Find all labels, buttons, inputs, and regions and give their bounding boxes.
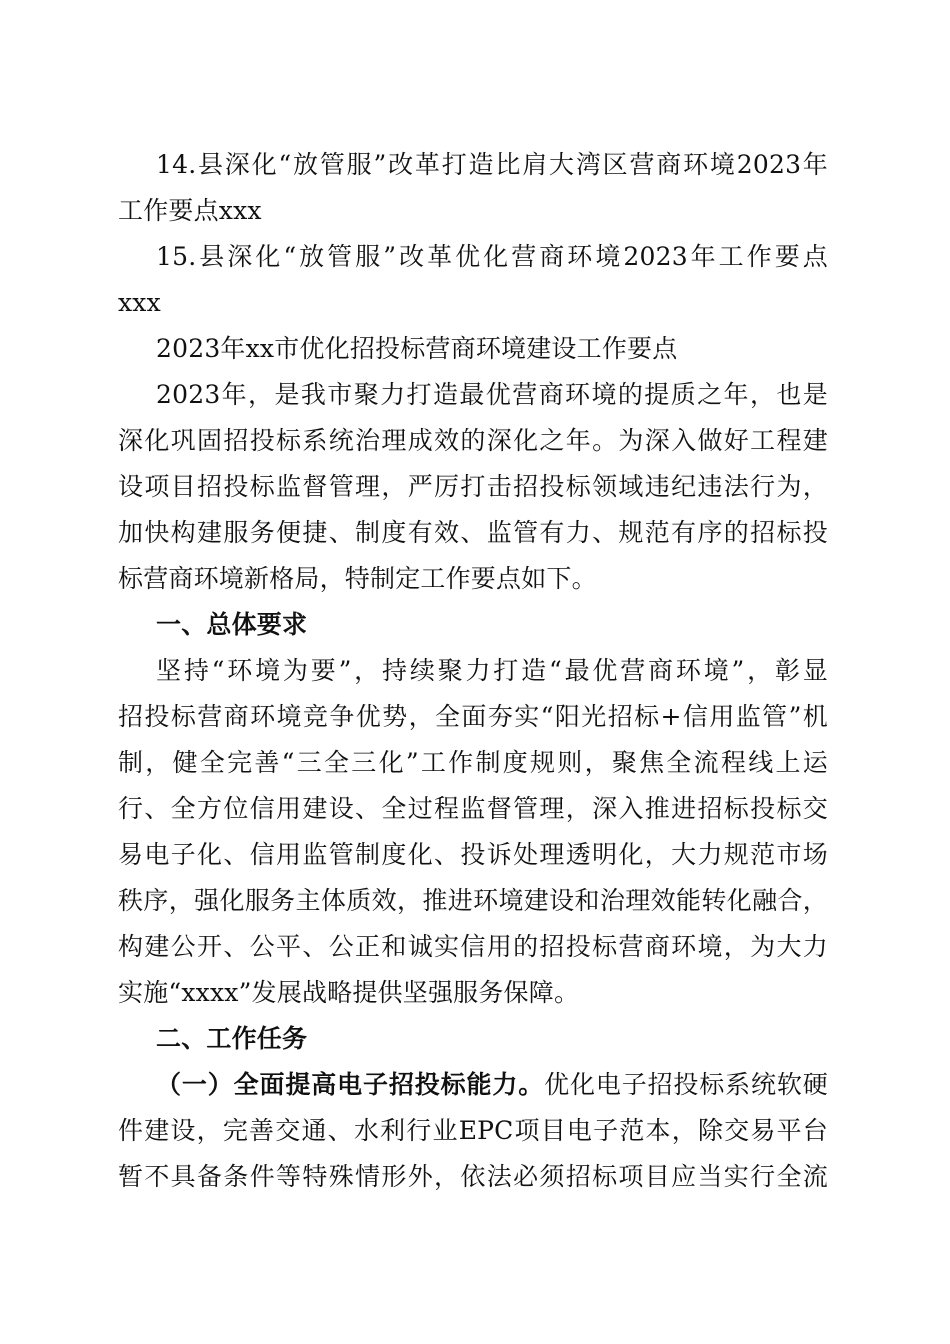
task-1-line-1: [118, 1062, 828, 1108]
overall-requirements-line-1: 坚持“环境为要”，持续聚力打造“最优营商环境”，彰显: [156, 656, 828, 685]
task-1-text: 优化电子招投标系统软硬: [544, 1070, 828, 1099]
document-title: 2023年xx市优化招投标营商环境建设工作要点: [156, 334, 678, 363]
task-1-heading: （一）全面提高电子招投标能力。: [156, 1070, 545, 1099]
intro-paragraph-line-2: 深化巩固招投标系统治理成效的深化之年。为深入做好工程建: [118, 426, 828, 455]
task-1-line-3: 暂不具备条件等特殊情形外，依法必须招标项目应当实行全流: [118, 1162, 828, 1191]
section-heading-2: 二、工作任务: [156, 1024, 308, 1053]
overall-requirements-line-2: 招投标营商环境竞争优势，全面夯实“阳光招标+信用监管”机: [118, 702, 828, 731]
intro-paragraph-line-3: 设项目招投标监督管理，严厉打击招投标领域违纪违法行为，: [118, 472, 828, 501]
intro-paragraph-line-5: 标营商环境新格局，特制定工作要点如下。: [118, 564, 597, 593]
list-item-15-line-2: xxx: [118, 288, 161, 317]
task-1-line-2: 件建设，完善交通、水利行业EPC项目电子范本，除交易平台: [118, 1116, 828, 1145]
overall-requirements-line-8: 实施“xxxx”发展战略提供坚强服务保障。: [118, 978, 580, 1007]
overall-requirements-line-5: 易电子化、信用监管制度化、投诉处理透明化，大力规范市场: [118, 840, 828, 869]
overall-requirements-line-6: 秩序，强化服务主体质效，推进环境建设和治理效能转化融合，: [118, 886, 828, 915]
overall-requirements-line-3: 制，健全完善“三全三化”工作制度规则，聚焦全流程线上运: [118, 748, 828, 777]
list-item-15-line-1: 15.县深化“放管服”改革优化营商环境2023年工作要点: [156, 242, 828, 271]
section-heading-1: 一、总体要求: [156, 610, 308, 639]
intro-paragraph-line-4: 加快构建服务便捷、制度有效、监管有力、规范有序的招标投: [118, 518, 828, 547]
list-item-14-line-1: 14.县深化“放管服”改革打造比肩大湾区营商环境2023年: [156, 150, 828, 179]
list-item-14-line-2: 工作要点xxx: [118, 196, 262, 225]
intro-paragraph-line-1: 2023年，是我市聚力打造最优营商环境的提质之年，也是: [156, 380, 828, 409]
overall-requirements-line-4: 行、全方位信用建设、全过程监督管理，深入推进招标投标交: [118, 794, 828, 823]
overall-requirements-line-7: 构建公开、公平、公正和诚实信用的招投标营商环境，为大力: [118, 932, 828, 961]
document-body: [118, 142, 828, 1200]
